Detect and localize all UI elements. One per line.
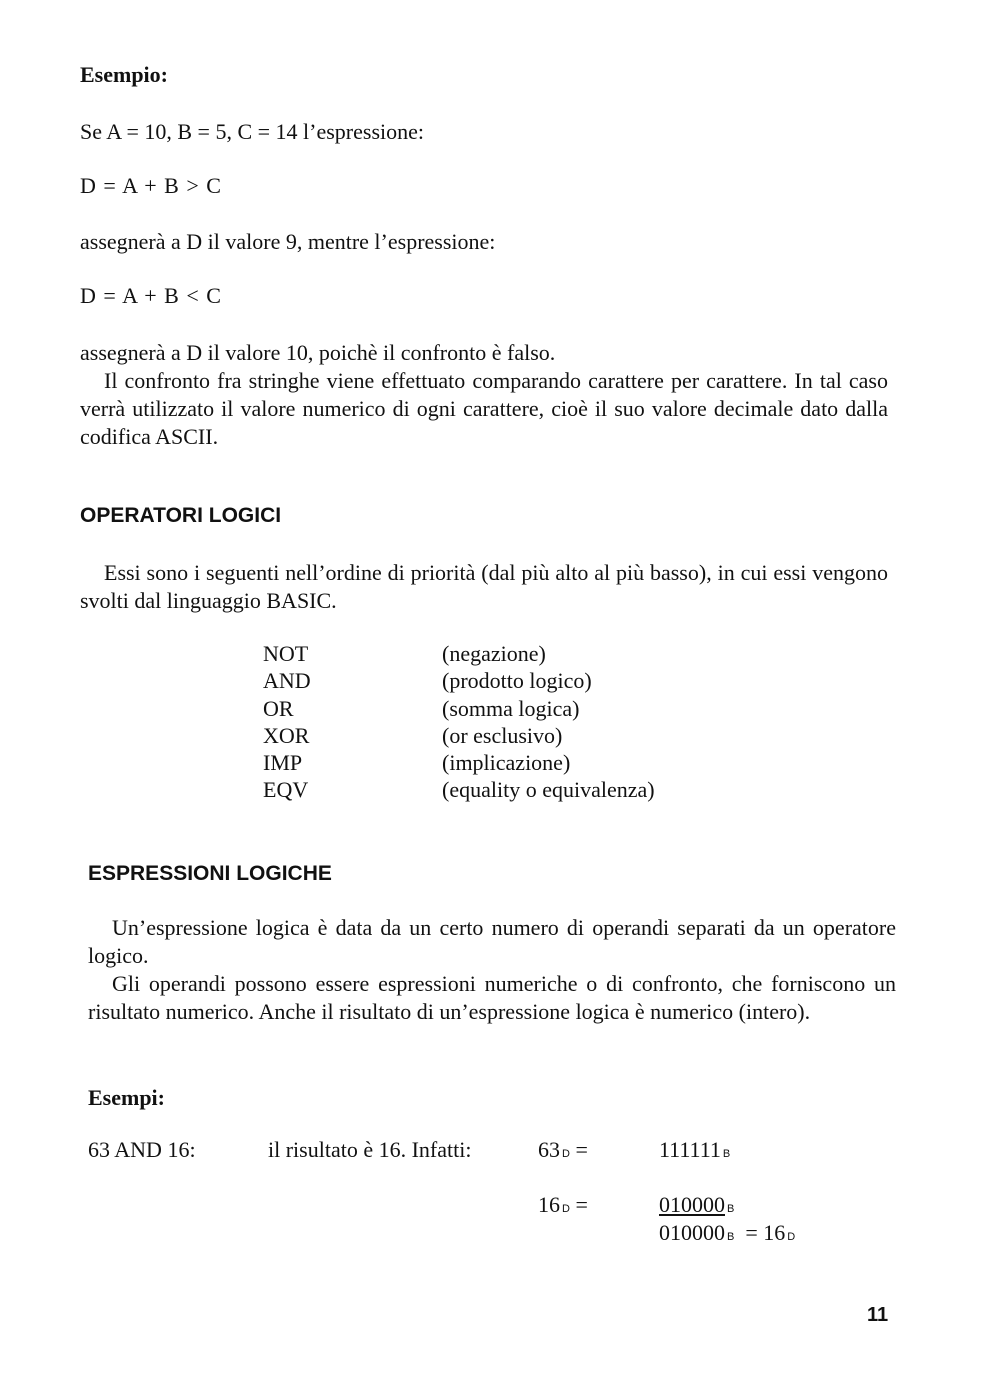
calc-row3-result: = 16 (745, 1220, 786, 1245)
section-heading-operators: OPERATORI LOGICI (80, 504, 282, 527)
operator-name: OR (263, 695, 294, 721)
operators-intro-text: Essi sono i seguenti nell’ordine di priorità (dal più alto al più basso), in cui essi vengono svolti dal linguaggio BASIC. (80, 560, 888, 613)
calc-row2-right (659, 1192, 734, 1218)
operator-name: XOR (263, 722, 310, 748)
operator-row (263, 667, 655, 694)
comparison-paragraph (80, 339, 888, 451)
operators-list (263, 640, 655, 804)
example-label: Esempio: (80, 62, 168, 87)
calc-row1-right (659, 1137, 730, 1163)
operator-row (263, 722, 655, 749)
calc-row3-value: 010000 (659, 1220, 725, 1245)
calc-row2-left (538, 1192, 588, 1218)
operator-name: IMP (263, 750, 303, 776)
calc-row1-left-value: 63 (538, 1137, 560, 1162)
string-comparison-text: Il confronto fra stringhe viene effettuato comparando carattere per carattere. In tal caso verrà utilizzato il valore numerico di ogni carattere, cioè il suo valore decimale dato dalla codifica ASCII. (80, 368, 888, 449)
calc-description: il risultato è 16. Infatti: (268, 1137, 472, 1162)
operator-desc: (somma logica) (442, 695, 580, 721)
assign-statement: assegnerà a D il valore 9, mentre l’espressione: (80, 229, 496, 254)
operator-desc: (or esclusivo) (442, 722, 563, 748)
operator-name: NOT (263, 641, 309, 666)
examples-label: Esempi: (88, 1085, 165, 1110)
calc-row1-right-subscript: B (722, 1148, 731, 1160)
calc-row2-right-value: 010000 (659, 1192, 725, 1217)
formula-greater-than: D = A + B > C (80, 173, 222, 198)
operator-desc: (implicazione) (442, 750, 571, 776)
result-line: assegnerà a D il valore 10, poichè il confronto è falso. (80, 340, 556, 365)
expressions-para-2: Gli operandi possono essere espressioni numeriche o di confronto, che forniscono un risultato numerico. Anche il risultato di un’espressione logica è numerico (intero). (88, 971, 896, 1024)
operators-intro (80, 559, 888, 615)
operator-row (263, 776, 655, 803)
calc-expression: 63 AND 16: (88, 1137, 196, 1162)
calc-row1-equals: = (575, 1137, 588, 1162)
operator-desc: (negazione) (442, 641, 546, 666)
calc-row2-left-subscript: D (562, 1203, 570, 1215)
operator-name: EQV (263, 777, 309, 803)
calc-row1-left-subscript: D (562, 1148, 570, 1160)
operator-row (263, 749, 655, 776)
calc-row3-subscript: B (727, 1231, 735, 1243)
calc-row3-result-subscript: D (787, 1231, 796, 1243)
expressions-para-1: Un’espressione logica è data da un certo numero di operandi separati da un operatore logico. (88, 915, 896, 968)
calc-row2-right-subscript: B (727, 1203, 735, 1215)
page-number: 11 (867, 1304, 889, 1326)
operator-row (263, 640, 655, 667)
calc-row2-left-value: 16 (538, 1192, 560, 1217)
calc-row2-equals: = (575, 1192, 588, 1217)
example-intro: Se A = 10, B = 5, C = 14 l’espressione: (80, 119, 424, 144)
operator-desc: (prodotto logico) (442, 668, 592, 694)
section-heading-expressions: ESPRESSIONI LOGICHE (88, 862, 332, 885)
calc-row1-left (538, 1137, 588, 1163)
calc-row1-right-value: 111111 (659, 1137, 721, 1162)
expressions-text (88, 914, 896, 1026)
calc-row3 (659, 1220, 795, 1246)
operator-row (263, 695, 655, 722)
operator-name: AND (263, 668, 311, 694)
formula-less-than: D = A + B < C (80, 283, 222, 308)
operator-desc: (equality o equivalenza) (442, 777, 655, 803)
